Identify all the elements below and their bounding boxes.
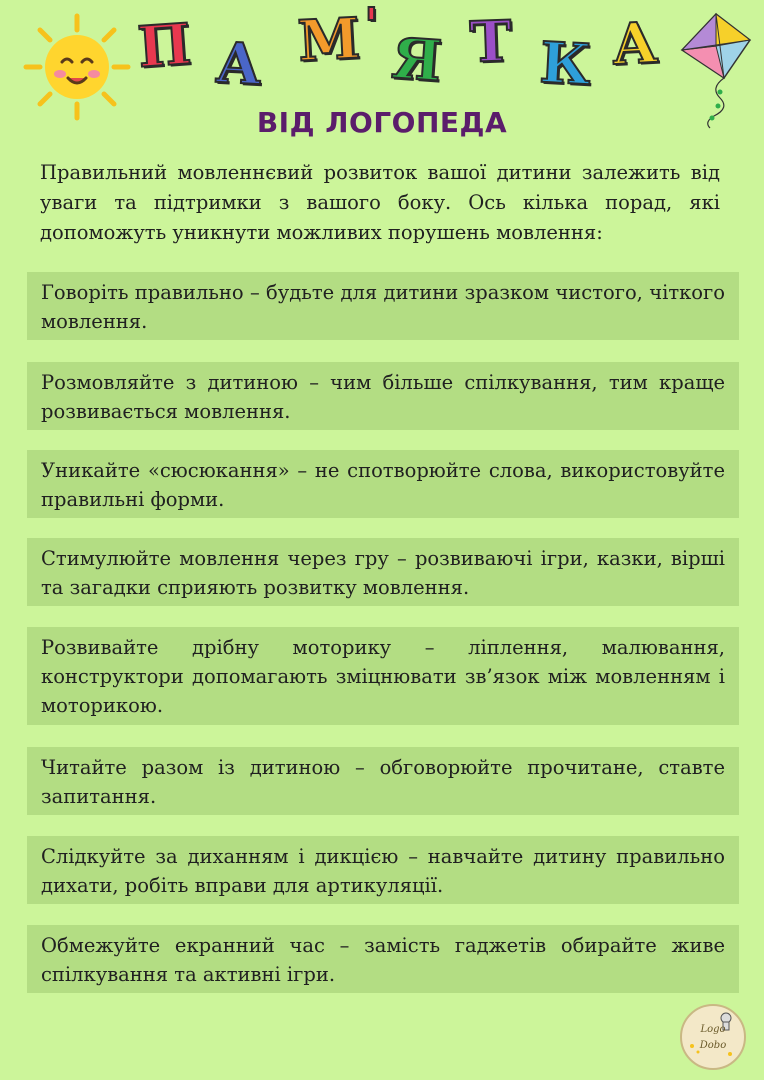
intro-paragraph: Правильний мовленнєвий розвиток вашої дитини залежить від уваги та підтримки з вашого боку. Ось кілька порад, які допоможуть уникнути можливих порушень мовлення:: [40, 161, 720, 244]
title-letter: Я: [389, 25, 444, 95]
tip-box: [27, 836, 739, 904]
tip-text: Читайте разом із дитиною – обговорюйте прочитане, ставте запитання.: [41, 756, 725, 808]
title-letter: А: [610, 9, 660, 79]
tip-text: Говоріть правильно – будьте для дитини зразком чистого, чіткого мовлення.: [41, 281, 725, 333]
title-letter: П: [135, 11, 194, 81]
logo-text: Logo: [700, 1024, 726, 1035]
logo-text: Dobo: [699, 1040, 727, 1051]
title-letter: М: [296, 5, 362, 75]
logo-icon: [682, 1006, 744, 1068]
tip-text: Уникайте «сюсюкання» – не спотворюйте слова, використовуйте правильні форми.: [41, 459, 725, 511]
title-letter: Т: [468, 8, 513, 76]
tip-box: [27, 362, 739, 430]
tip-text: Розвивайте дрібну моторику – ліплення, малювання, конструктори допомагають зміцнювати зв’язок між мовленням і моторикою.: [41, 636, 725, 717]
title-letter: К: [538, 29, 593, 99]
header: [0, 0, 764, 150]
title-letter: А: [214, 29, 264, 99]
tip-box: [27, 272, 739, 340]
tip-box: [27, 450, 739, 518]
tip-text: Слідкуйте за диханням і дикцією – навчайте дитину правильно дихати, робіть вправи для артикуляції.: [41, 845, 725, 897]
tip-box: [27, 747, 739, 815]
title: [135, 0, 668, 99]
tip-text: Розмовляйте з дитиною – чим більше спілкування, тим краще розвивається мовлення.: [41, 371, 725, 423]
tip-box: [27, 925, 739, 993]
title-apostrophe: ': [364, 0, 379, 54]
tip-text: Стимулюйте мовлення через гру – розвиваючі ігри, казки, вірші та загадки сприяють розвитку мовлення.: [41, 547, 725, 599]
tip-text: Обмежуйте екранний час – замість гаджетів обирайте живе спілкування та активні ігри.: [41, 934, 725, 986]
tip-box: [27, 538, 739, 606]
logo: [680, 1004, 746, 1070]
subtitle: ВІД ЛОГОПЕДА: [256, 106, 508, 139]
tip-box: [27, 627, 739, 725]
